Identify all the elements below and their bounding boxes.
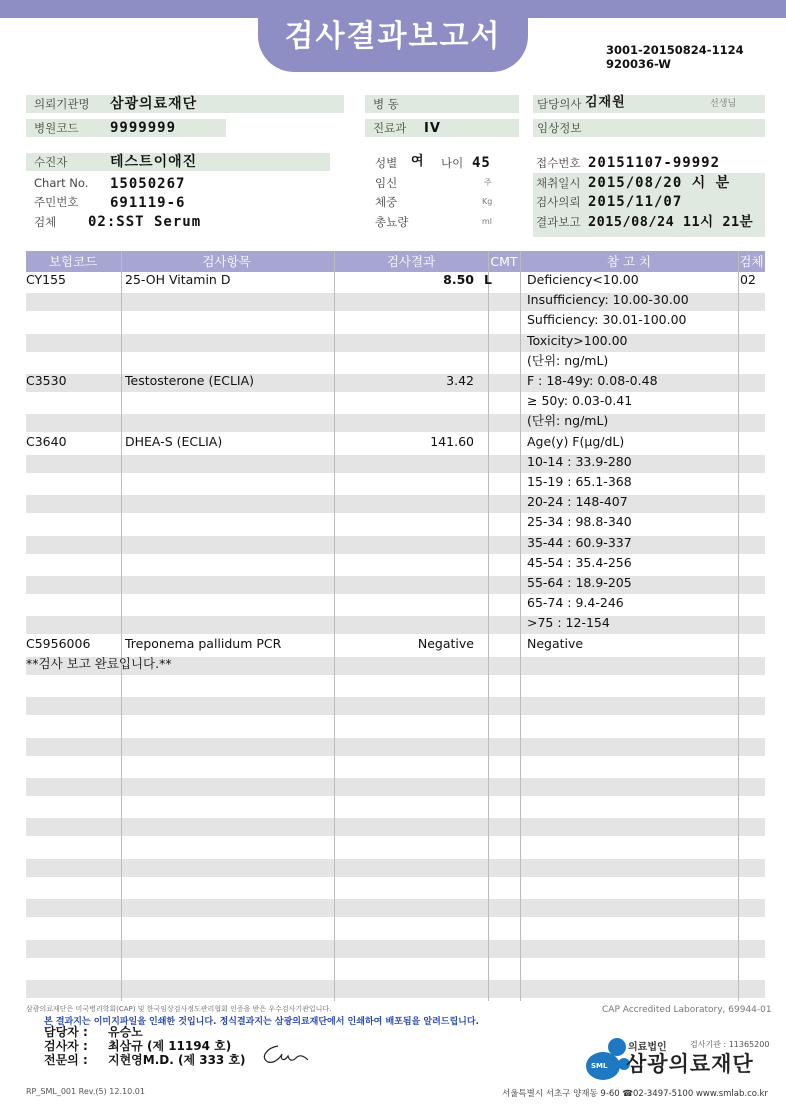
cell-specimen: 02 (740, 272, 756, 287)
cell-reference: (단위: ng/mL) (527, 413, 609, 429)
dept-value: IV (424, 121, 441, 136)
form-id: RP_SML_001 Rev.(5) 12.10.01 (26, 1087, 145, 1096)
specialist-name: 지현영M.D. (제 333 호) (108, 1053, 246, 1067)
cap-accreditation: CAP Accredited Laboratory, 69944-01 (602, 1005, 772, 1015)
tester-name: 최삼규 (제 11194 호) (108, 1039, 232, 1053)
cell-reference: F : 18-49y: 0.08-0.48 (527, 373, 658, 388)
table-row (0, 411, 786, 431)
urine-unit: ml (482, 217, 493, 226)
cell-reference: Toxicity>100.00 (527, 332, 628, 348)
cell-reference: Deficiency<10.00 (527, 272, 639, 287)
cell-reference: 45-54 : 35.4-256 (527, 554, 632, 570)
table-stripe (26, 980, 765, 998)
hospital-code-value: 9999999 (110, 120, 177, 136)
table-stripe (26, 778, 765, 796)
cell-reference: ≥ 50y: 0.03-0.41 (527, 393, 633, 409)
cell-reference: Age(y) F(µg/dL) (527, 433, 625, 449)
signature-image (256, 1040, 316, 1066)
cell-result: Negative (417, 635, 474, 651)
header-insurance-code: 보험코드 (48, 254, 98, 269)
cell-result: 8.50 (443, 272, 474, 287)
specimen-value: 02:SST Serum (88, 214, 202, 230)
cell-reference: Sufficiency: 30.01-100.00 (527, 312, 687, 328)
table-stripe (26, 818, 765, 836)
logo-badge: SML (591, 1062, 608, 1070)
table-row (0, 270, 786, 290)
table-stripe (26, 940, 765, 958)
org-type: 의료법인 (628, 1042, 667, 1053)
cell-code: C5956006 (26, 635, 91, 651)
requested-label: 검사의뢰 (536, 195, 581, 209)
table-row (0, 593, 786, 613)
sex-value: 여 (411, 154, 425, 169)
cell-test-name: DHEA-S (ECLIA) (125, 433, 223, 449)
table-row (0, 351, 786, 371)
table-stripe (26, 899, 765, 917)
table-row (0, 472, 786, 492)
cell-reference: >75 : 12-154 (527, 615, 610, 631)
cell-test-name: Testosterone (ECLIA) (125, 373, 255, 388)
cell-reference: 10-14 : 33.9-280 (527, 453, 632, 469)
table-row (0, 371, 786, 391)
table-row (0, 553, 786, 573)
pregnancy-label: 임신 (375, 176, 398, 190)
staff-label: 담당자 : (44, 1025, 88, 1039)
table-row (0, 533, 786, 553)
reported-label: 결과보고 (536, 215, 581, 229)
table-row (0, 512, 786, 532)
collected-label: 채취일시 (536, 176, 581, 190)
doctor-value: 김재원 (585, 95, 626, 110)
sex-label: 성별 (375, 156, 398, 170)
cell-code: C3640 (26, 433, 67, 449)
requested-value: 2015/11/07 (588, 194, 683, 210)
header-test-item: 검사항목 (202, 254, 251, 269)
table-stripe (26, 697, 765, 715)
cell-cmt: L (484, 272, 492, 287)
cell-code: CY155 (26, 272, 67, 287)
reported-value: 2015/08/24 11시 21분 (588, 214, 754, 230)
cell-test-name: Treponema pallidum PCR (125, 635, 282, 651)
cell-result: 3.42 (446, 373, 474, 388)
table-row (0, 331, 786, 351)
collected-value: 2015/08/20 시 분 (588, 175, 731, 191)
cell-reference: 15-19 : 65.1-368 (527, 474, 632, 489)
cell-reference: 55-64 : 18.9-205 (527, 575, 632, 590)
table-row (0, 634, 786, 654)
specimen-label: 검체 (34, 215, 57, 229)
chart-value: 15050267 (110, 176, 186, 192)
print-notice: 본 결과지는 이미지파일을 인쇄한 것입니다. 정식결과지는 삼광의료재단에서 인쇄하여 배포됨을 알려드립니다. (44, 1017, 479, 1027)
logo-blob-top (608, 1038, 626, 1056)
table-row (0, 613, 786, 633)
header-cmt: CMT (490, 254, 518, 269)
org-id: 검사기관 : 11365200 (690, 1040, 770, 1049)
clinical-label: 임상정보 (537, 121, 582, 135)
table-row (0, 290, 786, 310)
cell-test-name: 25-OH Vitamin D (125, 272, 231, 287)
document-number (606, 43, 744, 71)
cell-code: C3530 (26, 373, 67, 388)
table-row (0, 492, 786, 512)
result-table-header (26, 251, 765, 272)
age-label: 나이 (441, 156, 464, 170)
table-row (0, 452, 786, 472)
chart-label: Chart No. (34, 176, 89, 190)
cell-reference: Negative (527, 635, 584, 651)
requester-label: 의뢰기관명 (34, 97, 90, 111)
header-specimen: 검체 (739, 254, 764, 269)
table-row (0, 391, 786, 411)
completion-note: **검사 보고 완료입니다.** (26, 656, 172, 671)
document-number-line2: 920036-W (606, 57, 671, 71)
document-number-line1: 3001-20150824-1124 (606, 43, 744, 57)
table-stripe (26, 738, 765, 756)
urine-label: 총뇨량 (375, 215, 409, 229)
weight-unit: Kg (482, 197, 493, 206)
receipt-value: 20151107-99992 (588, 155, 721, 171)
receipt-label: 접수번호 (536, 156, 581, 170)
header-result: 검사결과 (386, 254, 436, 269)
report-title: 검사결과보고서 (258, 0, 528, 72)
cell-reference: 25-34 : 98.8-340 (527, 514, 632, 530)
patient-label: 수진자 (34, 155, 68, 169)
age-value: 45 (472, 155, 491, 171)
certification-note: 삼광의료재단은 미국병리학회(CAP) 및 한국임상검사정도관리협회 인증을 받은 우수검사기관입니다. (26, 1005, 332, 1013)
doctor-suffix: 선생님 (710, 99, 737, 109)
requester-value: 삼광의료재단 (110, 96, 198, 112)
dept-label: 진료과 (373, 121, 407, 135)
pregnancy-unit: 주 (484, 178, 492, 187)
table-row (0, 432, 786, 452)
patient-value: 테스트이애진 (110, 154, 198, 170)
ward-label: 병 동 (373, 97, 399, 111)
cell-reference: 20-24 : 148-407 (527, 494, 628, 510)
staff-name: 유승노 (108, 1025, 143, 1039)
cell-result: 141.60 (430, 433, 474, 449)
org-name: 삼광의료재단 (626, 1052, 754, 1076)
weight-label: 체중 (375, 195, 398, 209)
header-reference: 참 고 치 (606, 254, 652, 269)
doctor-label: 담당의사 (537, 97, 582, 111)
table-row (0, 310, 786, 330)
cell-reference: 65-74 : 9.4-246 (527, 595, 624, 611)
cell-reference: Insufficiency: 10.00-30.00 (527, 292, 689, 308)
cell-reference: 35-44 : 60.9-337 (527, 534, 632, 550)
address: 서울특별시 서초구 양재동 9-60 ☎02-3497-5100 www.smlab.co.kr (502, 1089, 768, 1099)
table-row (0, 573, 786, 593)
tester-label: 검사자 : (44, 1039, 88, 1053)
hospital-code-label: 병원코드 (34, 121, 79, 135)
rrn-label: 주민번호 (34, 195, 79, 209)
table-stripe (26, 859, 765, 877)
rrn-value: 691119-6 (110, 195, 186, 211)
cell-reference: (단위: ng/mL) (527, 352, 609, 368)
specialist-label: 전문의 : (44, 1053, 88, 1067)
